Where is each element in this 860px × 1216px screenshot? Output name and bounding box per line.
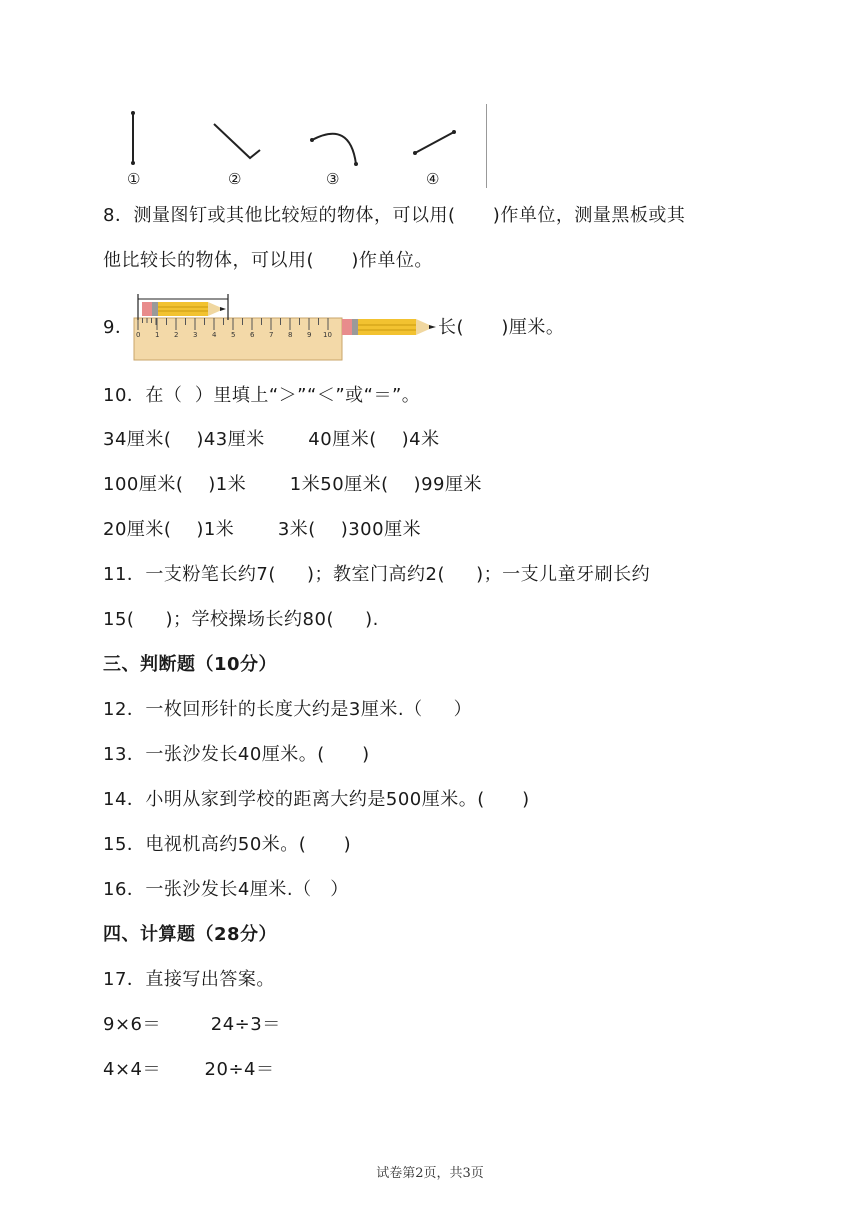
page-footer: 试卷第2页，共3页 bbox=[376, 1166, 484, 1181]
question-10-row-1: 34厘米( )43厘米 40厘米( )4米 bbox=[103, 429, 440, 450]
ruler-label: 1 bbox=[155, 331, 160, 339]
pencil-top bbox=[142, 302, 226, 316]
question-13: 13．一张沙发长40厘米。( ) bbox=[103, 744, 370, 765]
figure-3-arc bbox=[312, 134, 356, 164]
question-11-line-1: 11．一支粉笔长约7( )；教室门高约2( )；一支儿童牙刷长约 bbox=[103, 564, 651, 585]
question-9-number: 9． bbox=[103, 317, 134, 338]
section-3-title: 三、判断题（10分） bbox=[103, 654, 278, 675]
question-16: 16．一张沙发长4厘米.（ ） bbox=[103, 879, 349, 900]
ruler-label: 7 bbox=[269, 331, 274, 339]
figure-4-segment bbox=[415, 132, 454, 153]
divider-line bbox=[486, 104, 487, 188]
figure-label-4: ④ bbox=[426, 170, 440, 188]
question-14: 14．小明从家到学校的距离大约是500厘米。( ) bbox=[103, 789, 530, 810]
line-figures bbox=[110, 100, 490, 190]
question-9-text: 长( )厘米。 bbox=[438, 317, 565, 338]
ruler-label: 9 bbox=[307, 331, 312, 339]
ruler-label: 4 bbox=[212, 331, 217, 339]
ruler-label: 2 bbox=[174, 331, 179, 339]
question-15: 15．电视机高约50米。( ) bbox=[103, 834, 352, 855]
question-10-row-3: 20厘米( )1米 3米( )300厘米 bbox=[103, 519, 422, 540]
question-11-line-2: 15( )；学校操场长约80( ). bbox=[103, 609, 379, 630]
ruler-tick-labels bbox=[130, 331, 350, 343]
ruler-label: 6 bbox=[250, 331, 255, 339]
question-17-row-1: 9×6＝ 24÷3＝ bbox=[103, 1014, 281, 1035]
question-8-line-1: 8．测量图钉或其他比较短的物体，可以用( )作单位，测量黑板或其 bbox=[103, 205, 686, 226]
figure-2-bent-line bbox=[214, 124, 260, 158]
question-8-line-2: 他比较长的物体，可以用( )作单位。 bbox=[103, 250, 433, 271]
figure-label-1: ① bbox=[127, 170, 141, 188]
figure-label-3: ③ bbox=[326, 170, 340, 188]
question-10-title: 10．在（ ）里填上“＞”“＜”或“＝”。 bbox=[103, 385, 421, 406]
ruler-pencil-figure bbox=[130, 290, 440, 362]
question-12: 12．一枚回形针的长度大约是3厘米.（ ） bbox=[103, 699, 473, 720]
ruler-label: 0 bbox=[136, 331, 141, 339]
section-4-title: 四、计算题（28分） bbox=[103, 924, 278, 945]
figure-label-2: ② bbox=[228, 170, 242, 188]
ruler-label: 5 bbox=[231, 331, 236, 339]
pencil-bottom bbox=[342, 319, 436, 335]
ruler-pencil-svg bbox=[130, 290, 440, 362]
ruler-label: 3 bbox=[193, 331, 198, 339]
question-17-row-2: 4×4＝ 20÷4＝ bbox=[103, 1059, 275, 1080]
ruler-label: 10 bbox=[323, 331, 332, 339]
question-10-row-2: 100厘米( )1米 1米50厘米( )99厘米 bbox=[103, 474, 482, 495]
ruler-label: 8 bbox=[288, 331, 293, 339]
question-17: 17．直接写出答案。 bbox=[103, 969, 275, 990]
